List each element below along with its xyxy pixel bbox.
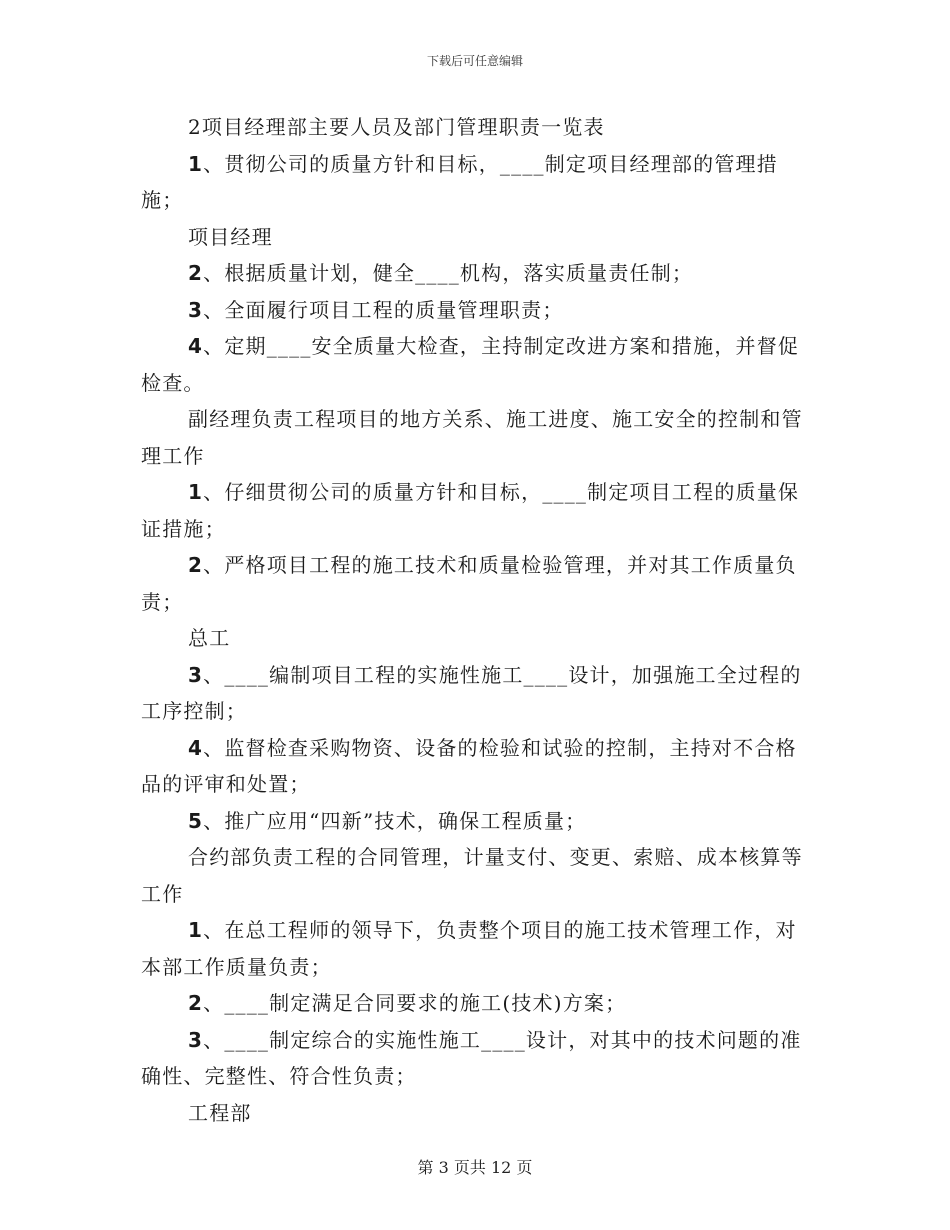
section-label: 工程部 xyxy=(188,1100,252,1125)
paragraph: 1、贯彻公司的质量方针和目标，____制定项目经理部的管理措施； xyxy=(141,151,778,212)
paragraph: 2、严格项目工程的施工技术和质量检验管理，并对其工作质量负责； xyxy=(141,553,797,614)
paragraph: 2、____制定满足合同要求的施工(技术)方案； xyxy=(188,991,627,1015)
paragraph: 2、根据质量计划，健全____机构，落实质量责任制； xyxy=(188,261,694,285)
section-label: 合约部负责工程的合同管理，计量支付、变更、索赔、成本核算等工作 xyxy=(141,845,803,906)
paragraph-title: 2项目经理部主要人员及部门管理职责一览表 xyxy=(188,115,605,139)
paragraph: 3、全面履行项目工程的质量管理职责； xyxy=(188,297,564,322)
section-label: 总工 xyxy=(188,626,231,650)
paragraph: 1、在总工程师的领导下，负责整个项目的施工技术管理工作，对本部工作质量负责； xyxy=(141,918,797,979)
document-body xyxy=(141,109,811,1131)
section-label: 项目经理 xyxy=(188,224,273,249)
page-footer: 第 3 页共 12 页 xyxy=(417,1158,533,1177)
page-header: 下载后可任意编辑 xyxy=(426,54,523,68)
paragraph: 4、监督检查采购物资、设备的检验和试验的控制，主持对不合格品的评审和处置； xyxy=(141,735,797,796)
paragraph: 4、定期____安全质量大检查，主持制定改进方案和措施，并督促检查。 xyxy=(141,334,800,395)
paragraph: 3、____制定综合的实施性施工____设计，对其中的技术问题的准确性、完整性、符合性负责； xyxy=(141,1027,802,1088)
paragraph: 1、仔细贯彻公司的质量方针和目标，____制定项目工程的质量保证措施； xyxy=(141,480,800,541)
section-label: 副经理负责工程项目的地方关系、施工进度、施工安全的控制和管理工作 xyxy=(141,407,803,468)
paragraph: 5、推广应用“四新”技术，确保工程质量； xyxy=(188,808,587,833)
paragraph: 3、____编制项目工程的实施性施工____设计，加强施工全过程的工序控制； xyxy=(141,662,802,723)
